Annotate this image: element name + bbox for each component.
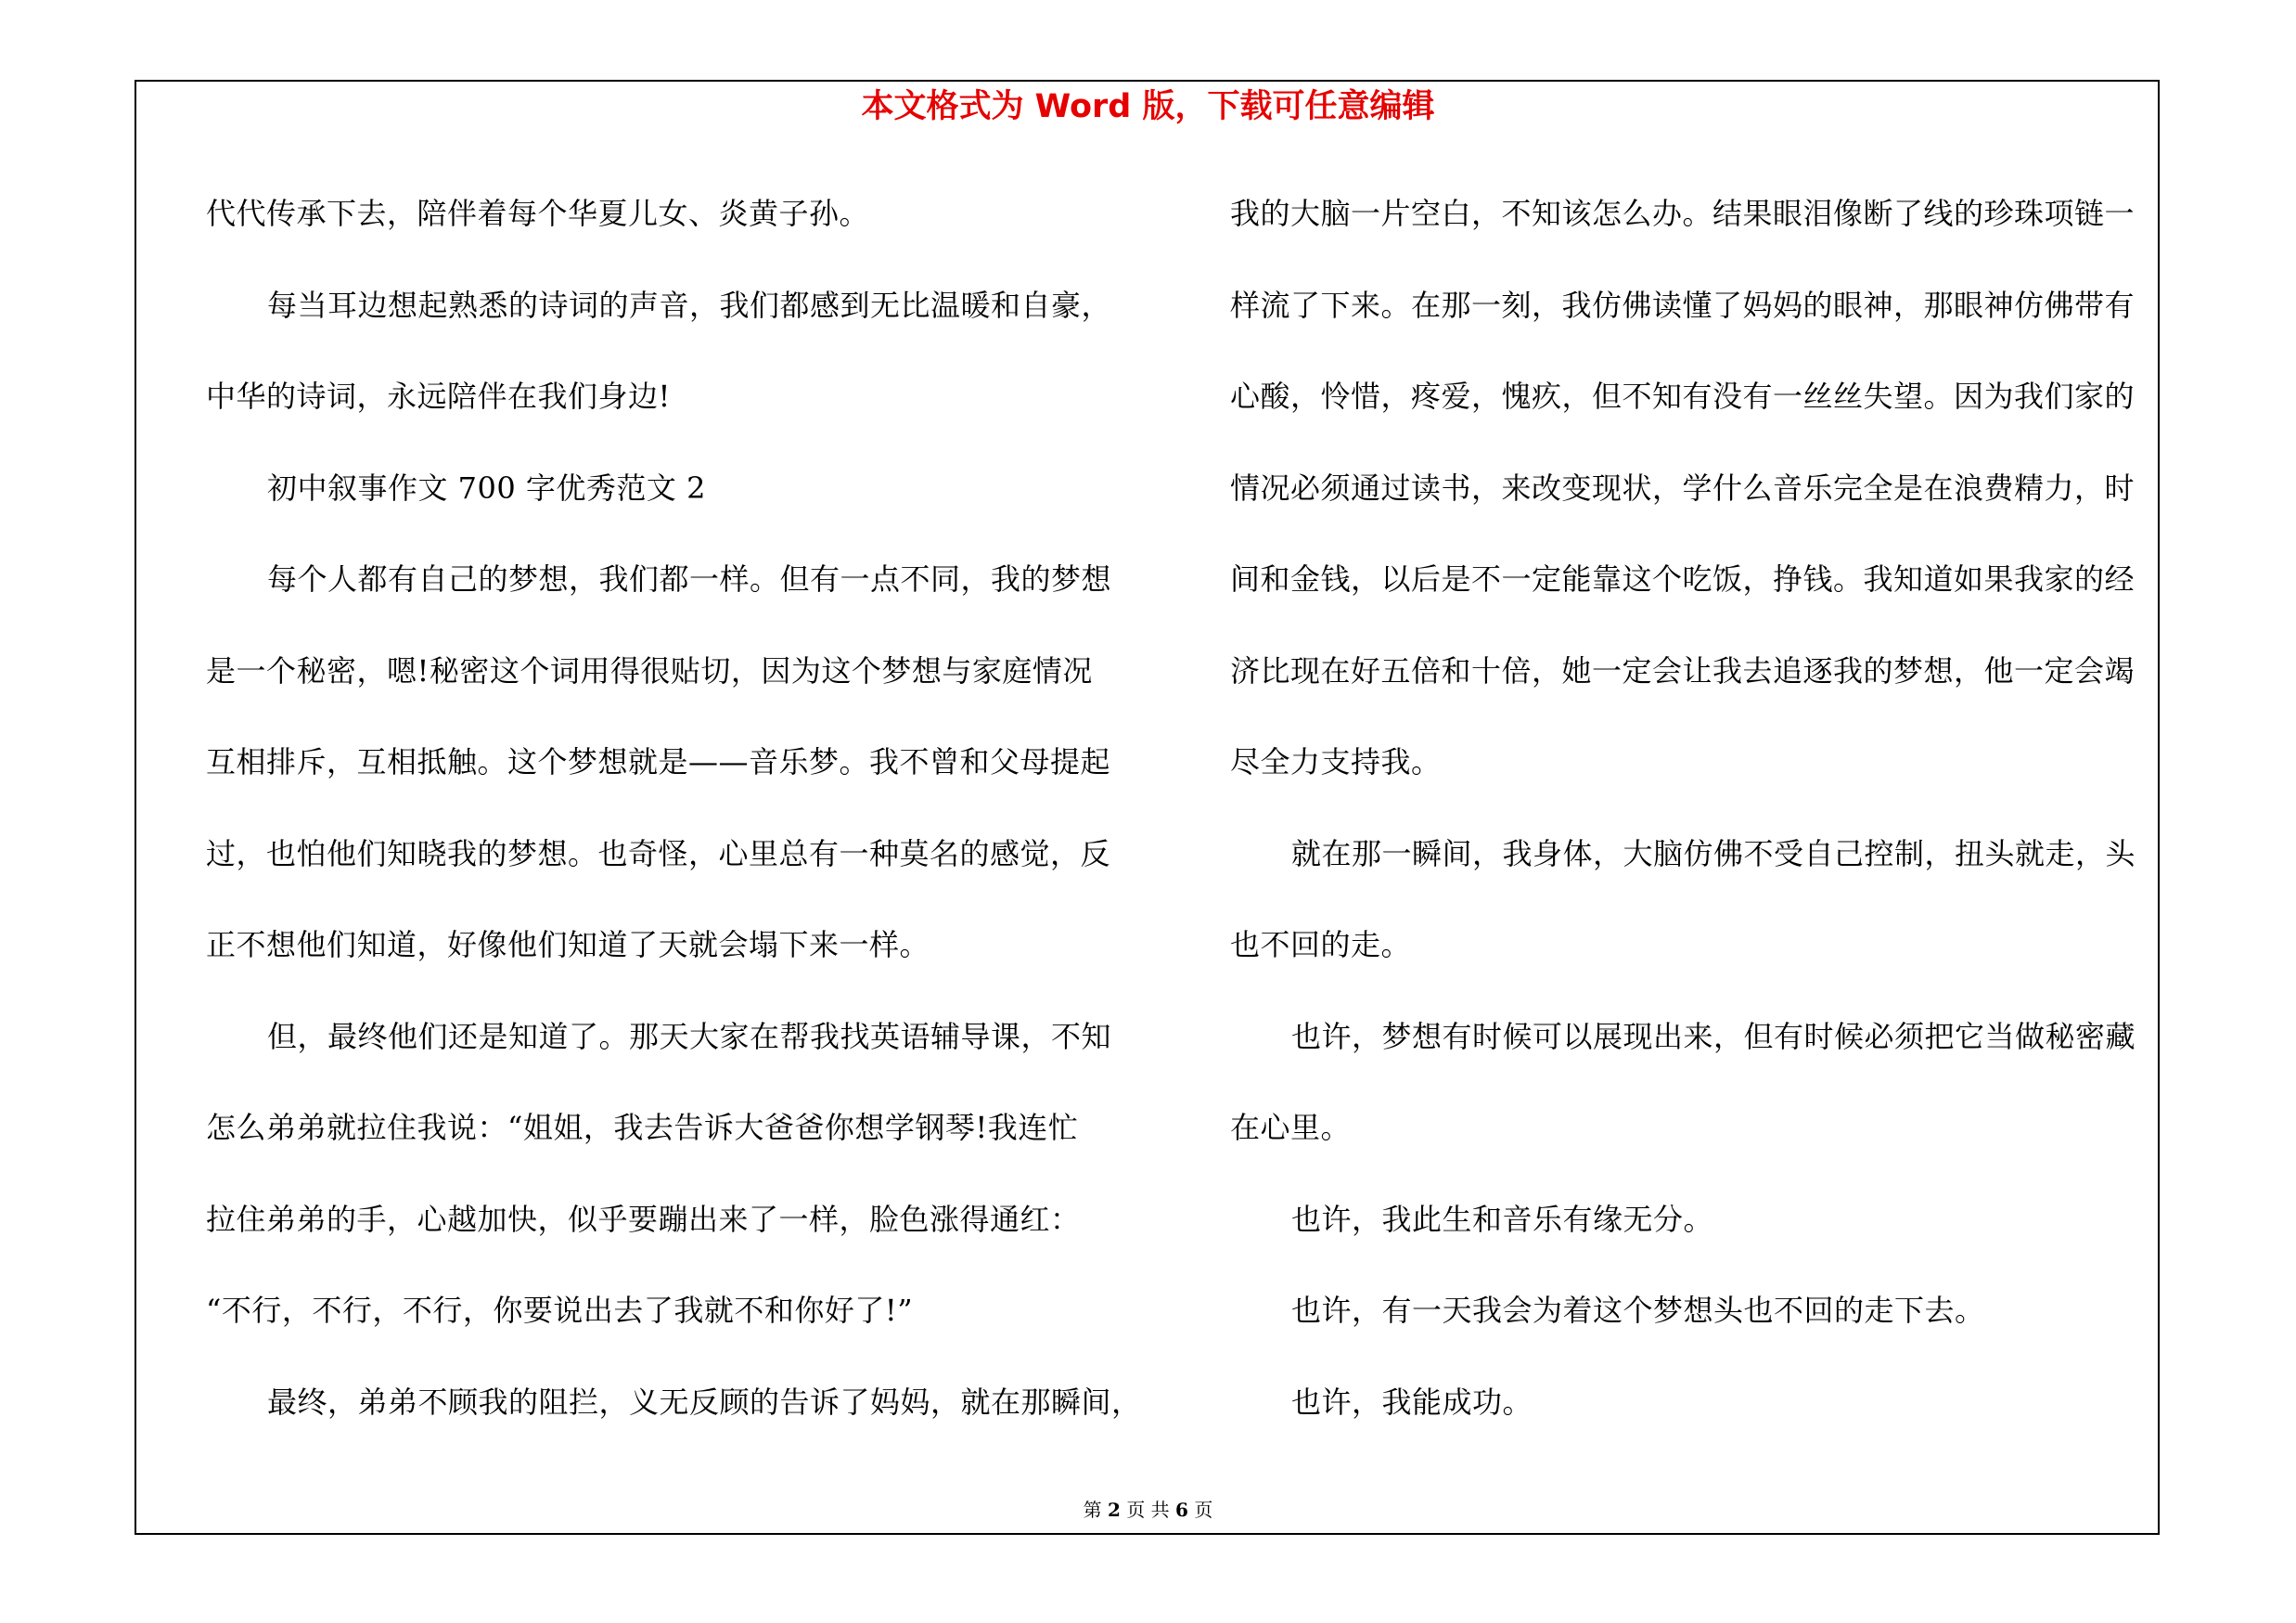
- text-line: 每个人都有自己的梦想，我们都一样。但有一点不同，我的梦想: [267, 561, 1112, 597]
- text-line: 是一个秘密，嗯!秘密这个词用得很贴切，因为这个梦想与家庭情况: [206, 652, 1093, 689]
- text-line: 正不想他们知道，好像他们知道了天就会塌下来一样。: [206, 927, 930, 962]
- text-line: 过，也怕他们知晓我的梦想。也奇怪，心里总有一种莫名的感觉，反: [206, 835, 1111, 871]
- text-line: “不行，不行，不行，你要说出去了我就不和你好了!”: [206, 1293, 914, 1328]
- text-line: 心酸，怜惜，疼爱，愧疚，但不知有没有一丝丝失望。因为我们家的: [1230, 379, 2136, 414]
- text-line: 我的大脑一片空白，不知该怎么办。结果眼泪像断了线的珍珠项链一: [1230, 196, 2136, 231]
- text-line: 样流了下来。在那一刻，我仿佛读懂了妈妈的眼神，那眼神仿佛带有: [1230, 287, 2136, 323]
- current-page-number: 2: [1108, 1499, 1121, 1521]
- text-line: 中华的诗词，永远陪伴在我们身边!: [206, 379, 671, 414]
- text-line: 就在那一瞬间，我身体，大脑仿佛不受自己控制，扭头就走，头: [1291, 835, 2136, 871]
- text-line: 互相排斥，互相抵触。这个梦想就是——音乐梦。我不曾和父母提起: [206, 744, 1111, 779]
- text-line: 尽全力支持我。: [1230, 744, 1442, 779]
- text-line: 也许，梦想有时候可以展现出来，但有时候必须把它当做秘密藏: [1291, 1018, 2136, 1054]
- text-line: 在心里。: [1230, 1110, 1352, 1145]
- total-page-number: 6: [1175, 1499, 1188, 1521]
- text-line: 怎么弟弟就拉住我说：“姐姐，我去告诉大爸爸你想学钢琴!我连忙: [206, 1110, 1079, 1145]
- text-line: 也许，有一天我会为着这个梦想头也不回的走下去。: [1291, 1293, 1985, 1328]
- text-line: 也不回的走。: [1230, 927, 1412, 962]
- right-text-column: [1230, 181, 2158, 1461]
- text-line: 情况必须通过读书，来改变现状，学什么音乐完全是在浪费精力，时: [1230, 470, 2136, 506]
- text-line: 也许，我能成功。: [1291, 1384, 1533, 1420]
- text-line: 但，最终他们还是知道了。那天大家在帮我找英语辅导课，不知: [267, 1018, 1112, 1054]
- text-line: 拉住弟弟的手，心越加快，似乎要蹦出来了一样，脸色涨得通红：: [206, 1201, 1081, 1237]
- text-line: 初中叙事作文 700 字优秀范文 2: [267, 470, 706, 506]
- text-line: 也许，我此生和音乐有缘无分。: [1291, 1201, 1714, 1237]
- text-line: 间和金钱，以后是不一定能靠这个吃饭，挣钱。我知道如果我家的经: [1230, 561, 2136, 597]
- footer-middle: 页 共: [1126, 1499, 1170, 1521]
- page-number-footer: [0, 1496, 2296, 1524]
- footer-prefix: 第: [1083, 1499, 1102, 1521]
- left-text-column: [206, 181, 1142, 1461]
- footer-suffix: 页: [1194, 1499, 1213, 1521]
- text-line: 每当耳边想起熟悉的诗词的声音，我们都感到无比温暖和自豪，: [267, 287, 1112, 323]
- text-line: 济比现在好五倍和十倍，她一定会让我去追逐我的梦想，他一定会竭: [1230, 652, 2136, 689]
- text-line: 代代传承下去，陪伴着每个华夏儿女、炎黄子孙。: [206, 196, 870, 231]
- format-notice-header: 本文格式为 Word 版，下载可任意编辑: [861, 88, 1435, 125]
- text-line: 最终，弟弟不顾我的阻拦，义无反顾的告诉了妈妈，就在那瞬间，: [267, 1384, 1142, 1420]
